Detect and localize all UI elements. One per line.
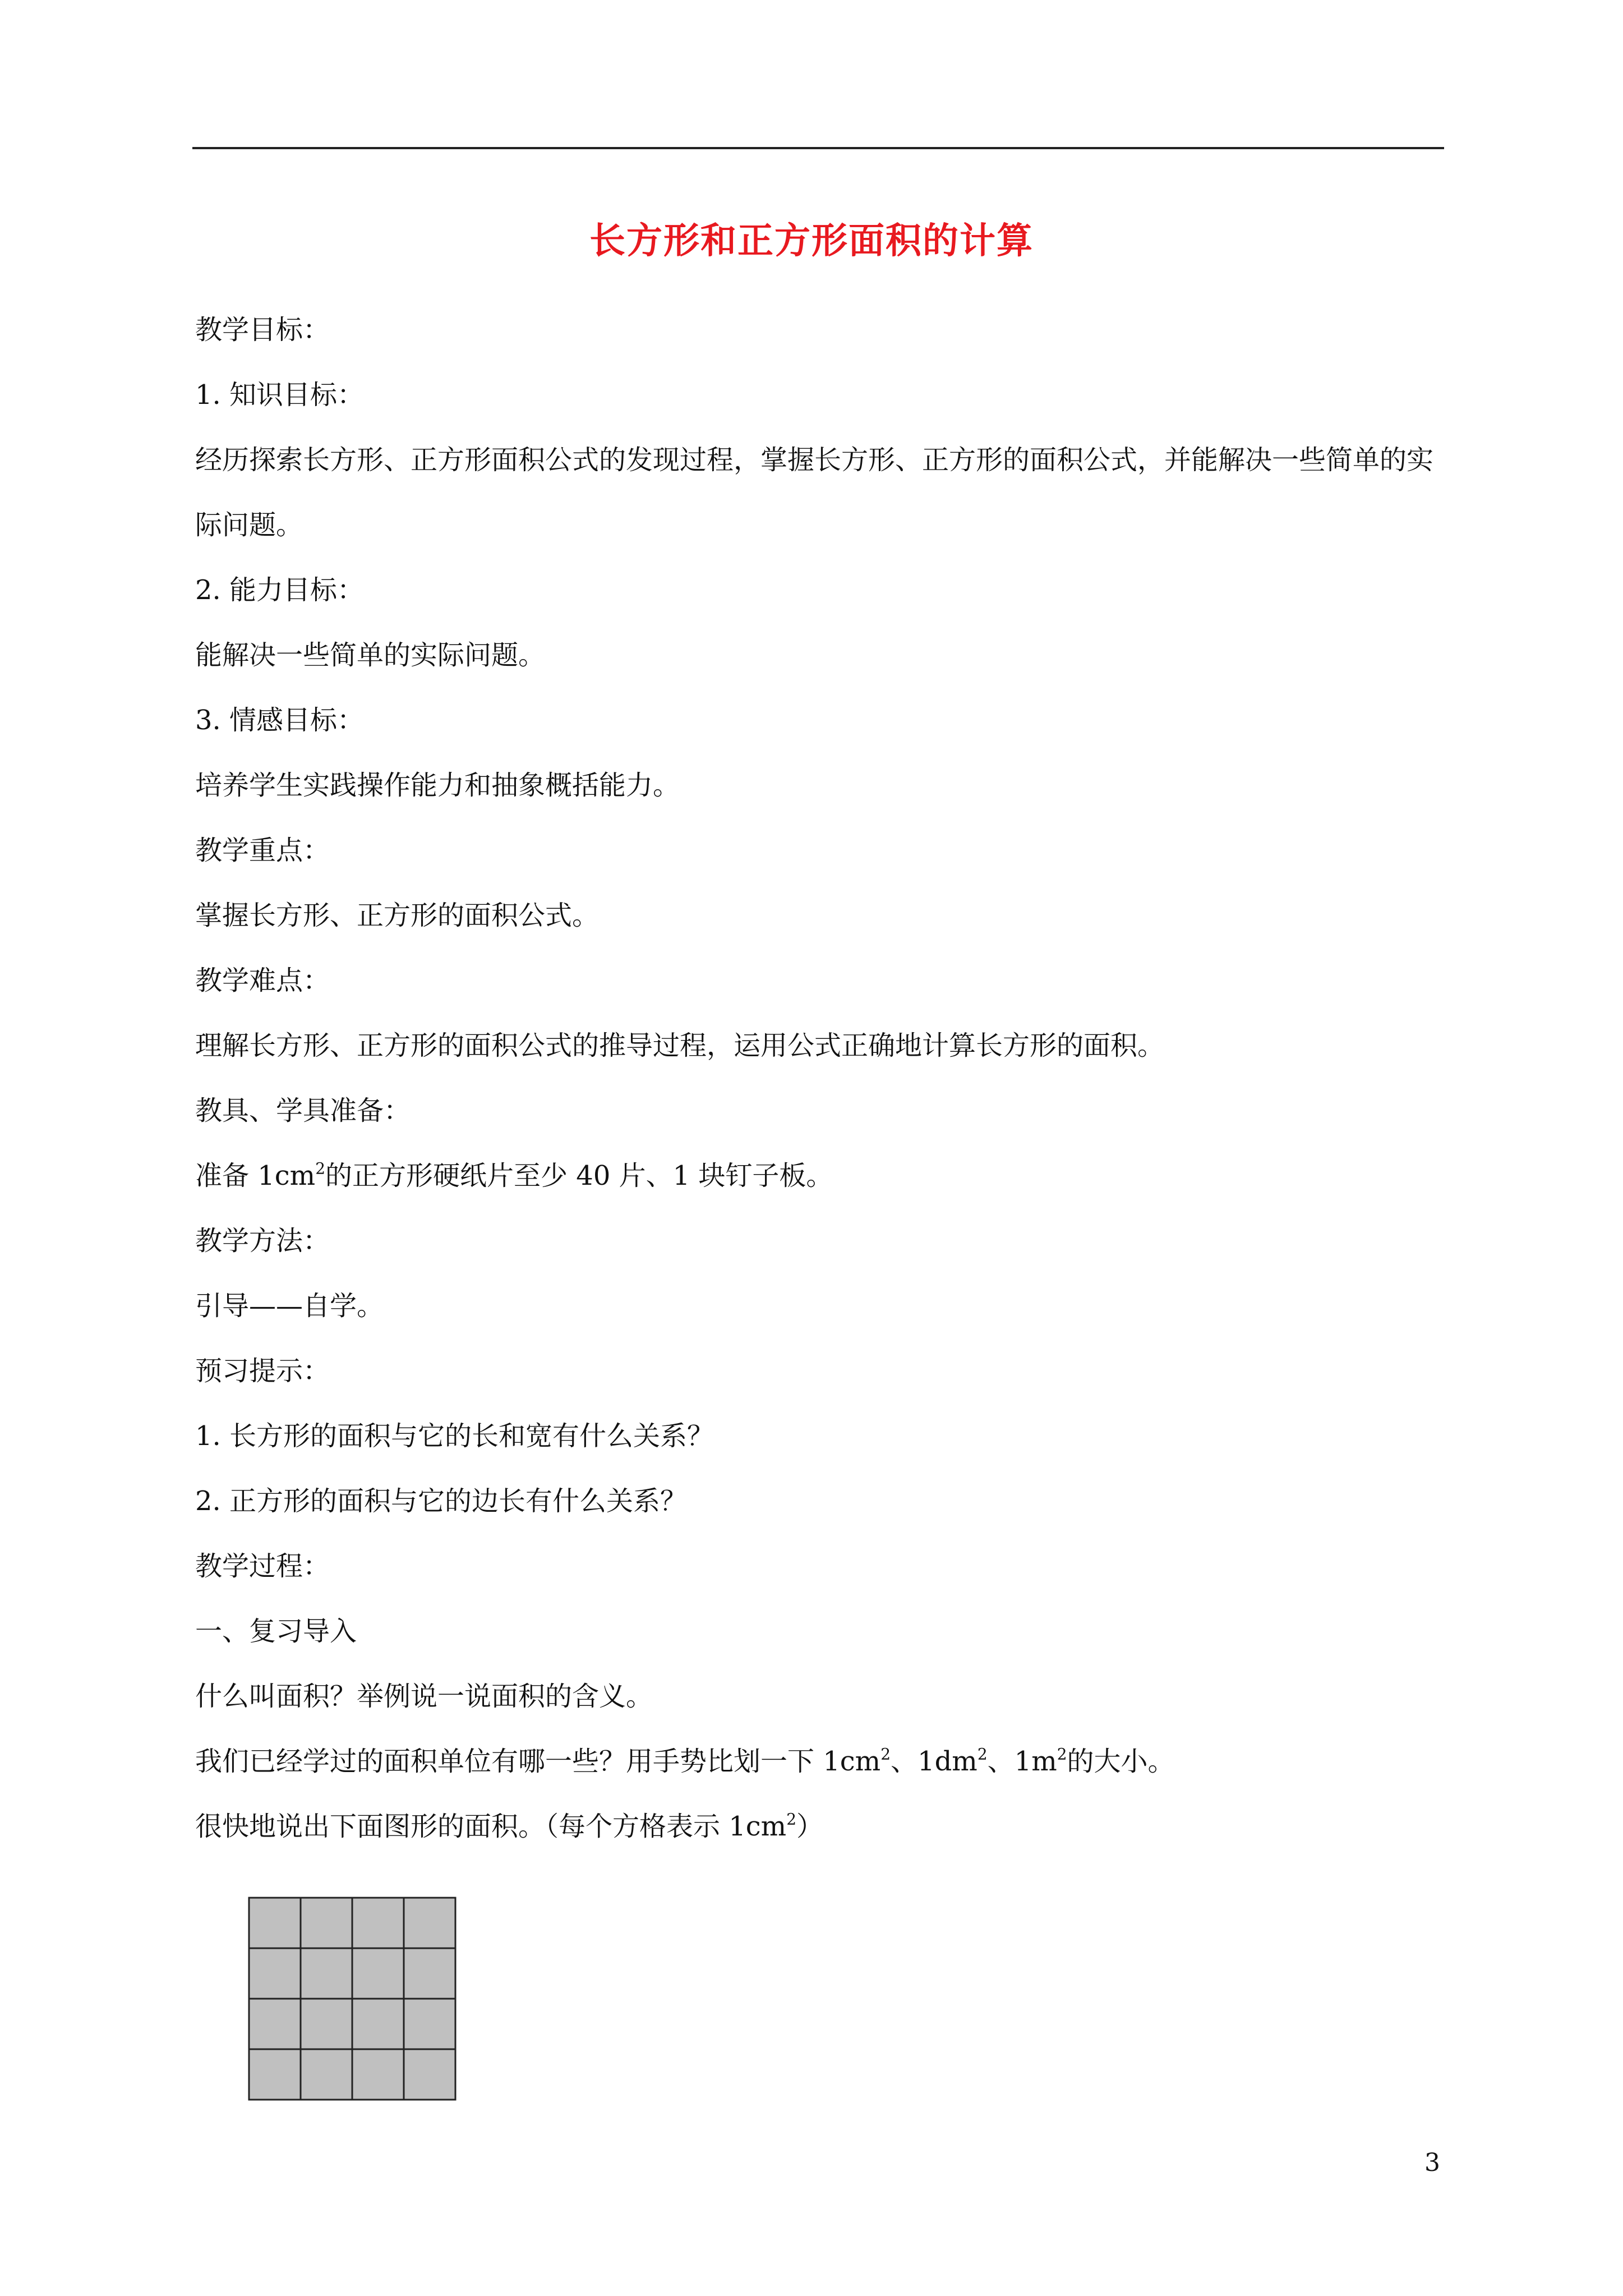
grid-cell (352, 2049, 404, 2100)
square-grid-figure (247, 1896, 460, 2104)
grid-cell (352, 1948, 404, 1999)
method-text: 引导——自学。 (195, 1290, 384, 1322)
review-heading: 一、复习导入 (195, 1616, 357, 1647)
key-points-text: 掌握长方形、正方形的面积公式。 (195, 900, 600, 931)
grid-cell (404, 1898, 455, 1948)
goal-knowledge-heading: 1. 知识目标： (195, 379, 365, 411)
goal-knowledge-text: 经历探索长方形、正方形面积公式的发现过程，掌握长方形、正方形的面积公式，并能解决一些简单的实际问题。 (195, 444, 1434, 541)
page-number: 3 (1424, 2148, 1440, 2177)
grid-cell (352, 1999, 404, 2049)
grid-cell (249, 1898, 301, 1948)
goal-ability-heading: 2. 能力目标： (195, 574, 365, 606)
review-question: 什么叫面积？举例说一说面积的含义。 (195, 1681, 653, 1712)
goal-ability-text: 能解决一些简单的实际问题。 (195, 639, 546, 671)
grid-cell (249, 2049, 301, 2100)
grid-cell (301, 1948, 352, 1999)
grid-cell (404, 2049, 455, 2100)
method-heading: 教学方法： (195, 1225, 330, 1257)
grid-cell (301, 1898, 352, 1948)
grid-cell (249, 1999, 301, 2049)
materials-heading: 教具、学具准备： (195, 1095, 411, 1126)
grid-question: 很快地说出下面图形的面积。（每个方格表示 $1cm^2$） (195, 1810, 824, 1842)
grid-cell (249, 1948, 301, 1999)
process-heading: 教学过程： (195, 1550, 330, 1582)
key-points-heading: 教学重点： (195, 835, 330, 866)
preview-heading: 预习提示： (195, 1355, 330, 1387)
grid-cell (352, 1898, 404, 1948)
materials-text: 准备 $1cm^2$的正方形硬纸片至少 40 片、1 块钉子板。 (195, 1159, 833, 1191)
preview-question-1: 1. 长方形的面积与它的长和宽有什么关系？ (195, 1420, 714, 1452)
goal-emotion-text: 培养学生实践操作能力和抽象概括能力。 (195, 770, 680, 801)
document-body (195, 297, 1446, 1859)
grid-cell (404, 1999, 455, 2049)
grid-cell (404, 1948, 455, 1999)
section-heading-goals: 教学目标： (195, 314, 330, 346)
preview-question-2: 2. 正方形的面积与它的边长有什么关系？ (195, 1485, 688, 1517)
header-rule (192, 147, 1444, 149)
goal-emotion-heading: 3. 情感目标： (195, 705, 365, 736)
units-question: 我们已经学过的面积单位有哪一些？用手势比划一下 $1cm^2$、$1dm^2$、$1m^2$的大小。 (195, 1745, 1175, 1777)
grid-cell (301, 2049, 352, 2100)
grid-cell (301, 1999, 352, 2049)
document-title: 长方形和正方形面积的计算 (589, 220, 1034, 262)
difficulty-heading: 教学难点： (195, 965, 330, 996)
difficulty-text: 理解长方形、正方形的面积公式的推导过程，运用公式正确地计算长方形的面积。 (195, 1030, 1165, 1061)
